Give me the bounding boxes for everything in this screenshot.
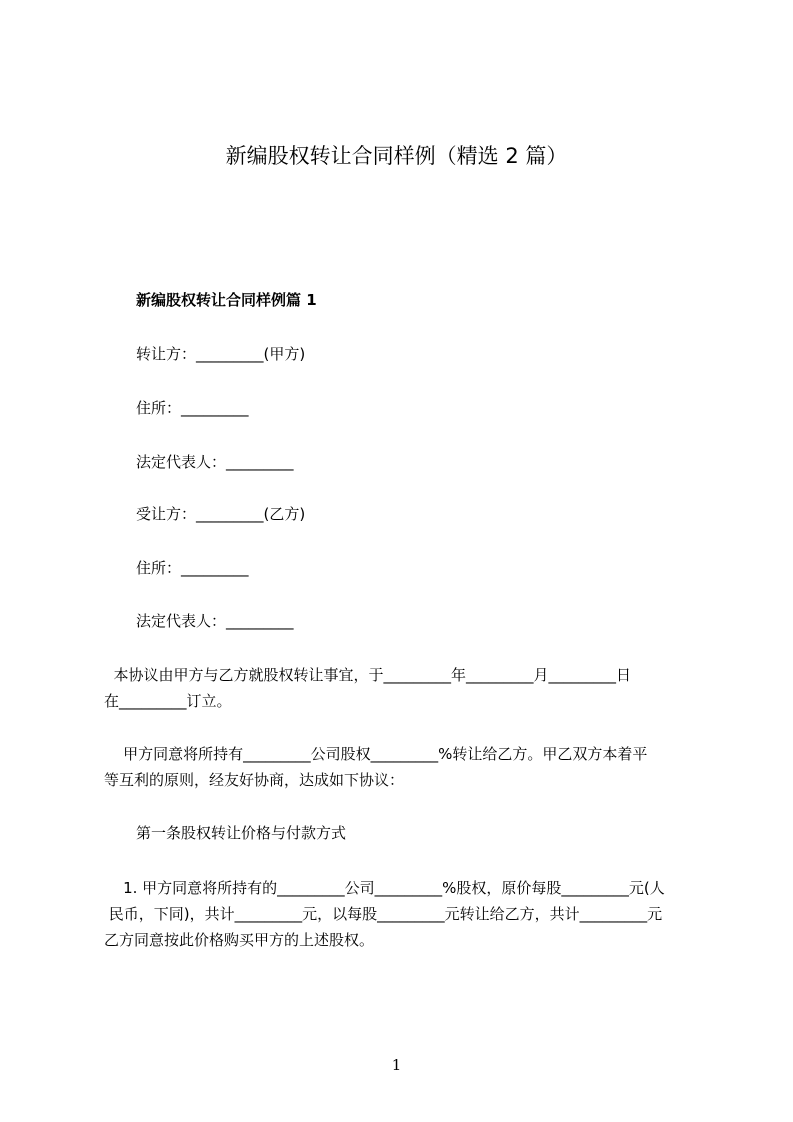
paragraph-party-consent [104, 741, 704, 793]
paragraph-line: 1. 甲方同意将所持有的_________公司_________%股权，原价每股_________元(人 [104, 879, 665, 897]
paragraph-line: 甲方同意将所持有_________公司股权_________%转让给乙方。甲乙双方本着平 [104, 745, 648, 763]
document-title: 新编股权转让合同样例（精选 2 篇） [225, 144, 568, 168]
paragraph-line: 乙方同意按此价格购买甲方的上述股权。 [104, 931, 375, 949]
field-transferor-address: 住所：_________ [136, 399, 249, 417]
field-transferor: 转让方：_________(甲方) [136, 345, 306, 363]
paragraph-article-one-clause-one [104, 875, 704, 953]
paragraph-agreement-intro [104, 662, 704, 714]
field-transferee: 受让方：_________(乙方) [136, 505, 306, 523]
page-number: 1 [391, 1056, 402, 1074]
paragraph-line: 等互利的原则，经友好协商，达成如下协议： [104, 771, 405, 789]
field-transferee-address: 住所：_________ [136, 559, 249, 577]
paragraph-line: 在_________订立。 [104, 692, 232, 710]
section-heading: 新编股权转让合同样例篇 1 [136, 291, 317, 309]
field-transferor-legal-rep: 法定代表人：_________ [136, 453, 294, 471]
paragraph-line: 本协议由甲方与乙方就股权转让事宜，于_________年_________月_________日 [104, 666, 632, 684]
article-one-heading: 第一条股权转让价格与付款方式 [136, 824, 347, 842]
field-transferee-legal-rep: 法定代表人：_________ [136, 612, 294, 630]
paragraph-line: 民币，下同)，共计_________元，以每股_________元转让给乙方，共计_________元 [104, 905, 663, 923]
